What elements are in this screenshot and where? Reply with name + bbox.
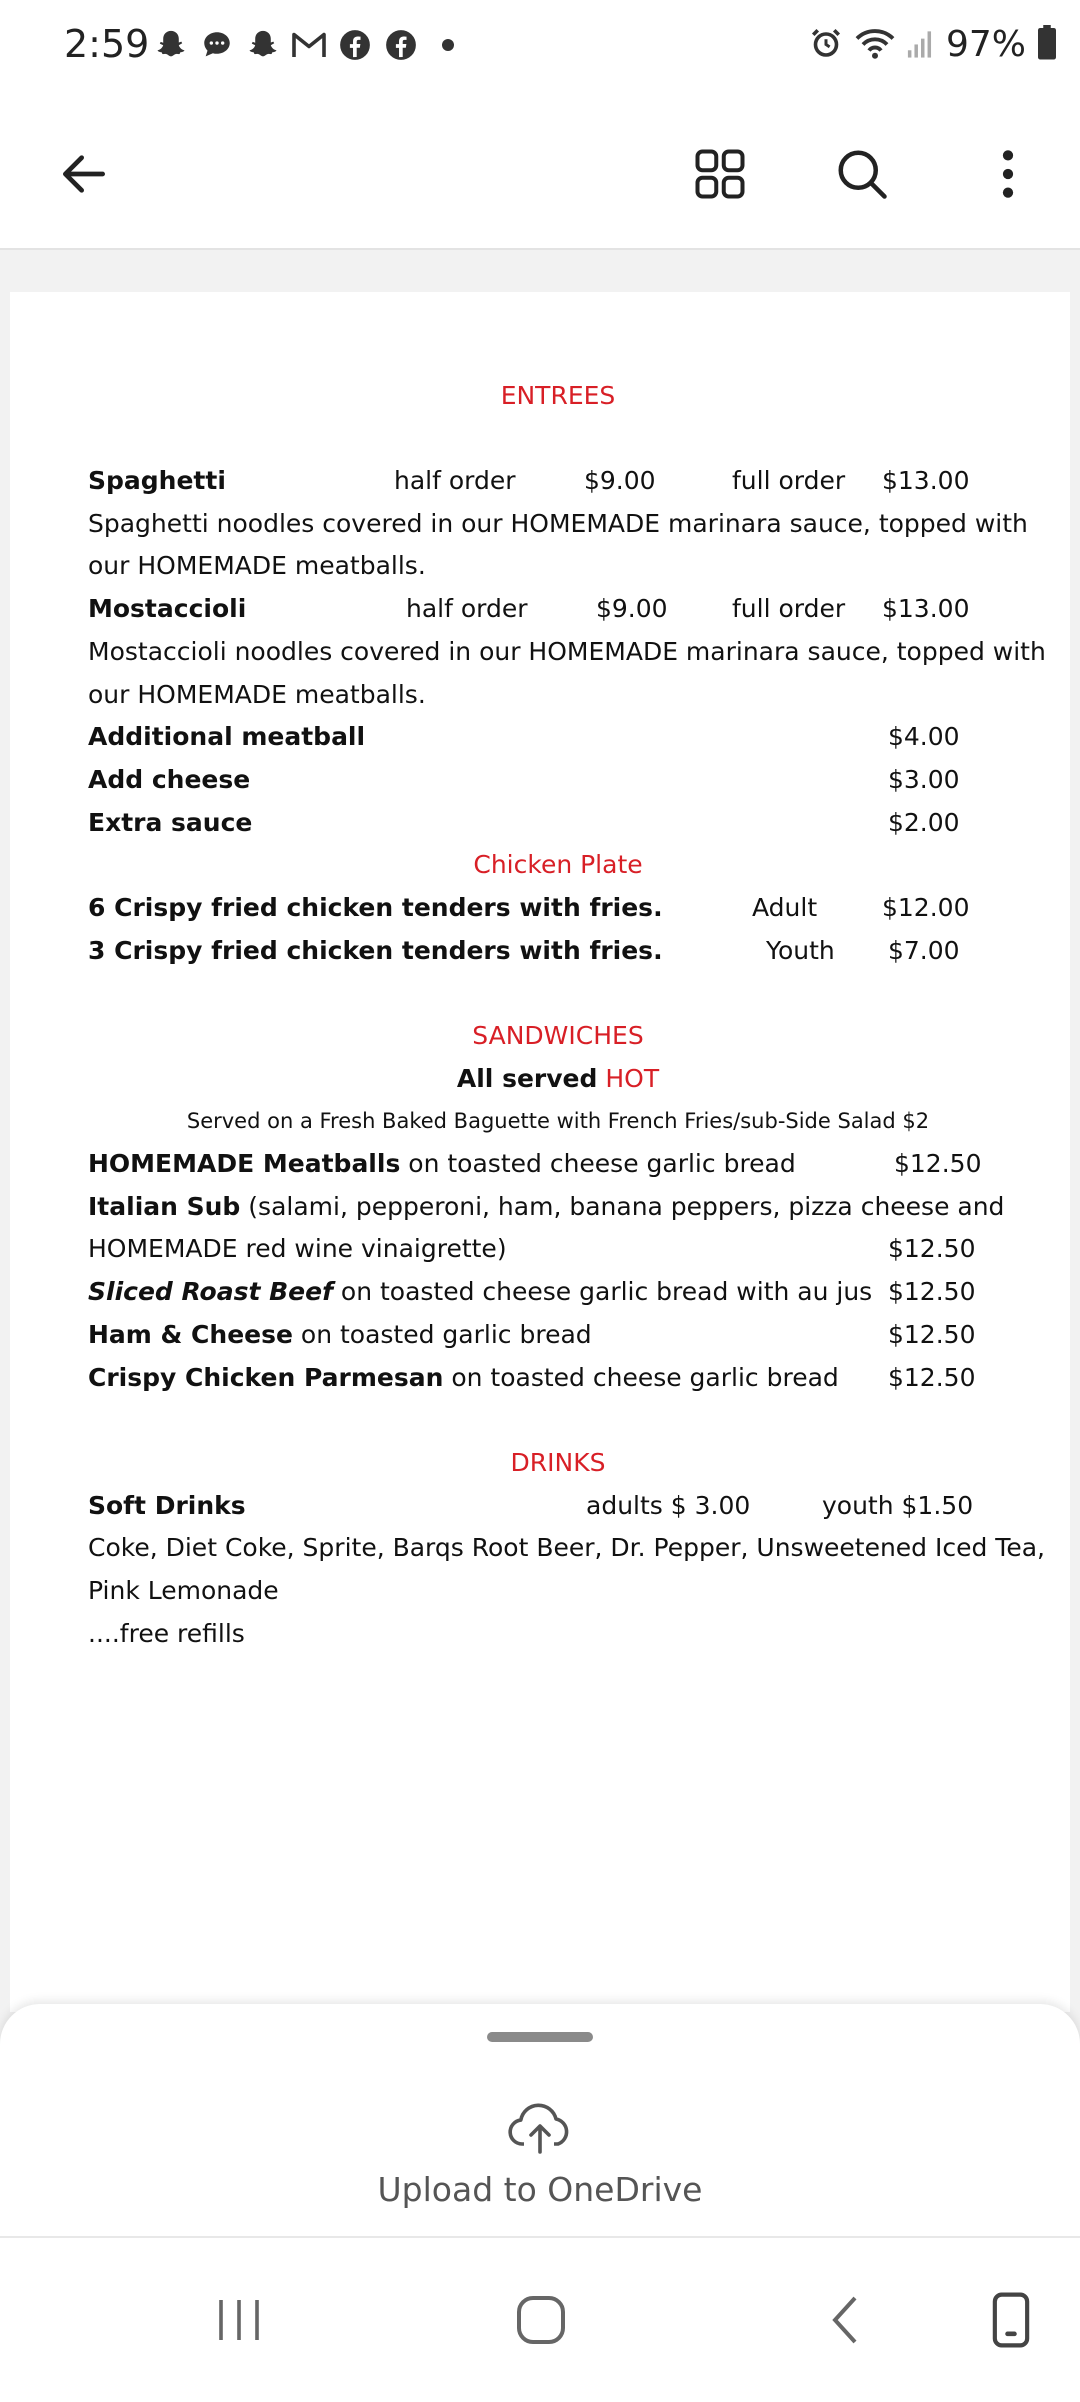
item-description: our HOMEMADE meatballs. — [88, 551, 426, 581]
menu-item-italian-sub: Italian Sub (salami, pepperoni, ham, banana peppers, pizza cheese and — [88, 1191, 1005, 1221]
home-icon — [513, 2292, 569, 2348]
arrow-left-icon — [56, 146, 112, 202]
menu-item-chicken: 3 Crispy fried chicken tenders with fries. Youth $7.00 — [88, 935, 960, 965]
grid-view-button[interactable] — [674, 128, 766, 220]
drinks-heading: DRINKS — [510, 1447, 606, 1477]
home-button[interactable] — [496, 2278, 586, 2362]
facebook-icon — [336, 26, 374, 64]
menu-item-extra: Add cheese $3.00 — [88, 764, 960, 794]
top-app-bar — [0, 100, 1080, 250]
menu-item-soft-drinks: Soft Drinks adults $ 3.00 youth $1.50 — [88, 1490, 974, 1520]
menu-item-roast-beef: Sliced Roast Beef on toasted cheese garlic bread with au jus $12.50 — [88, 1277, 976, 1307]
more-notifications-dot — [442, 39, 454, 51]
battery-percent: 97% — [945, 24, 1026, 65]
search-icon — [832, 144, 892, 204]
notification-icons — [152, 26, 454, 64]
menu-item-meatballs: HOMEMADE Meatballs on toasted cheese garlic bread $12.50 — [88, 1149, 982, 1179]
rotate-screen-icon — [987, 2290, 1035, 2350]
drinks-list: Pink Lemonade — [88, 1575, 279, 1605]
messages-icon — [198, 26, 236, 64]
snapchat-icon — [244, 26, 282, 64]
more-vertical-icon — [988, 146, 1028, 202]
menu-item-chicken: 6 Crispy fried chicken tenders with fries. Adult $12.00 — [88, 892, 970, 922]
cloud-upload-icon — [508, 2100, 572, 2156]
item-description: Spaghetti noodles covered in our HOMEMADE marinara sauce, topped with — [88, 508, 1028, 538]
status-bar — [0, 0, 1080, 100]
sandwich-note: Served on a Fresh Baked Baguette with French Fries/sub-Side Salad $2 — [186, 1109, 930, 1134]
item-description: Mostaccioli noodles covered in our HOMEMADE marinara sauce, topped with — [88, 636, 1046, 666]
recent-apps-icon — [209, 2294, 269, 2346]
status-time: 2:59 — [64, 22, 150, 66]
upload-to-onedrive-button[interactable] — [340, 2100, 740, 2228]
chicken-plate-heading: Chicken Plate — [473, 850, 643, 880]
snapchat-icon — [152, 26, 190, 64]
battery-icon — [1036, 25, 1058, 65]
system-indicators — [808, 24, 1058, 65]
document-page — [10, 292, 1070, 2012]
menu-content — [88, 332, 1046, 1655]
sheet-drag-handle[interactable] — [487, 2032, 593, 2042]
gmail-icon — [290, 26, 328, 64]
menu-item-mostaccioli: Mostaccioli half order $9.00 full order $13.00 — [88, 594, 970, 624]
menu-item-extra: Extra sauce $2.00 — [88, 807, 960, 837]
menu-item-ham-cheese: Ham & Cheese on toasted garlic bread $12.50 — [88, 1319, 976, 1349]
upload-label: Upload to OneDrive — [377, 2170, 703, 2209]
more-options-button[interactable] — [962, 128, 1054, 220]
rotate-screen-button[interactable] — [966, 2278, 1056, 2362]
entrees-heading: ENTREES — [500, 380, 616, 410]
document-viewer[interactable] — [0, 250, 1080, 2000]
back-icon — [822, 2292, 868, 2348]
bottom-sheet — [0, 2004, 1080, 2236]
alarm-icon — [808, 25, 844, 65]
menu-item-italian-sub-cont: HOMEMADE red wine vinaigrette) $12.50 — [88, 1234, 976, 1264]
drinks-list: Coke, Diet Coke, Sprite, Barqs Root Beer, Dr. Pepper, Unsweetened Iced Tea, — [88, 1533, 1045, 1563]
nav-back-button[interactable] — [800, 2278, 890, 2362]
system-nav-bar — [0, 2236, 1080, 2402]
search-button[interactable] — [816, 128, 908, 220]
grid-view-icon — [690, 144, 750, 204]
recent-apps-button[interactable] — [194, 2278, 284, 2362]
back-button[interactable] — [38, 128, 130, 220]
wifi-icon — [854, 25, 896, 65]
menu-item-extra: Additional meatball $4.00 — [88, 722, 960, 752]
item-description: our HOMEMADE meatballs. — [88, 679, 426, 709]
menu-item-chicken-parmesan: Crispy Chicken Parmesan on toasted cheese garlic bread $12.50 — [88, 1362, 976, 1392]
free-refills-note: ....free refills — [88, 1618, 245, 1648]
signal-icon — [906, 27, 936, 63]
menu-item-spaghetti: Spaghetti half order $9.00 full order $13.00 — [88, 466, 970, 496]
sandwiches-heading: SANDWICHES — [472, 1021, 644, 1050]
facebook-icon — [382, 26, 420, 64]
served-hot-line: All served HOT — [456, 1063, 660, 1093]
